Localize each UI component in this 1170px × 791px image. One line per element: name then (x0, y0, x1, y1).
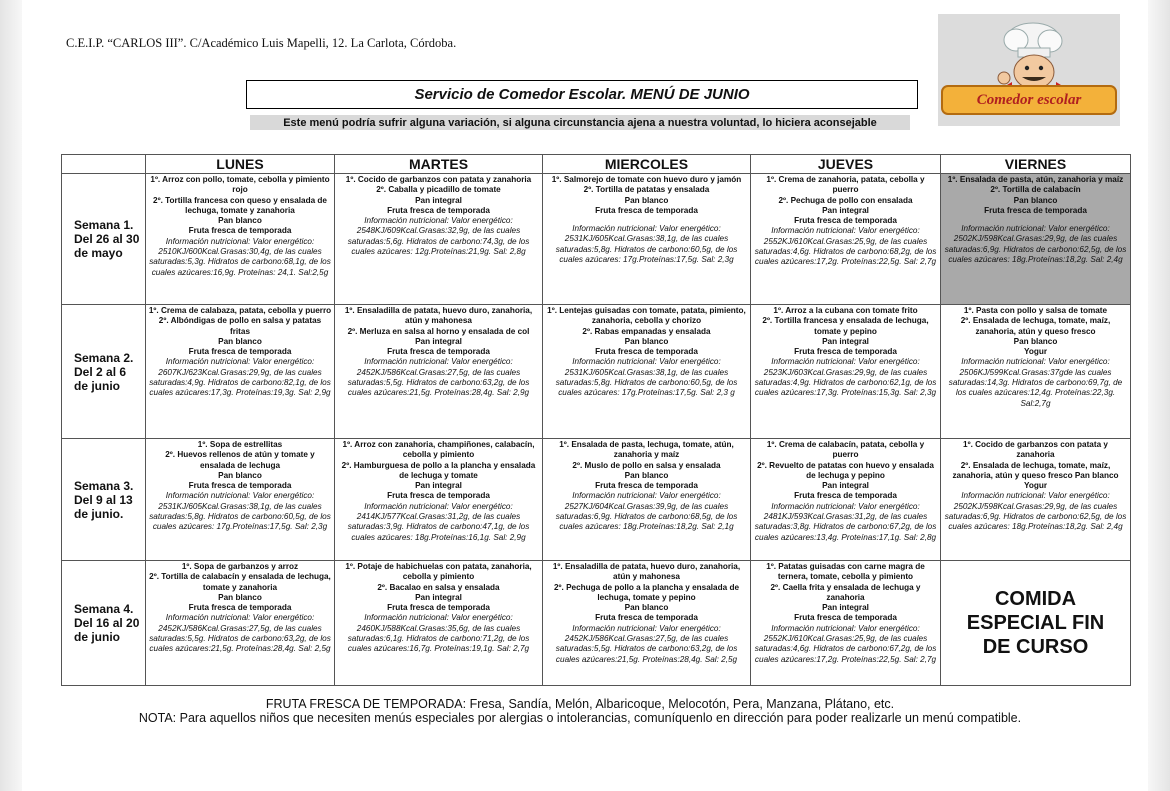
dish-line: 1º. Sopa de garbanzos y arroz (181, 562, 299, 571)
week-label-line: Del 2 al 6 (74, 364, 127, 379)
dish-line: 2º. Tortilla de calabacín (990, 185, 1081, 195)
dish-line: Fruta fresca de temporada (794, 491, 897, 501)
dish-line: 1º. Ensaladilla de patata, huevo duro, zanahoria, atún y mahonesa (552, 562, 741, 582)
menu-cell (146, 561, 335, 686)
dish-line: Pan integral (415, 195, 462, 205)
week-row (62, 305, 1131, 439)
nutrition-info: Información nutricional: Valor energético: 2452KJ/586Kcal.Grasas:27,5g, de las cuales saturadas:5,5g. Hidratos de carbono:63,2g, de los cuales azúcares:21,5g. Proteínas:28,4g. Sal: 2,9g (347, 357, 530, 398)
dish-line: Fruta fresca de temporada (794, 216, 897, 226)
menu-cell (146, 305, 335, 439)
dish-line: Fruta fresca de temporada (188, 603, 292, 613)
dish-line: Pan blanco (218, 216, 262, 226)
dish-line: 2º. Tortilla francesa y ensalada de lechuga, tomate y pepino (762, 316, 929, 336)
week-label (62, 561, 146, 686)
menu-cell (751, 561, 941, 686)
dish-line: Yogur (1023, 347, 1048, 357)
nutrition-info: Información nutricional: Valor energético: 2506KJ/599Kcal.Grasas:37gde las cuales saturadas:14,3g. Hidratos de carbono:69,7g, de los cuales azúcares:12,4g. Proteínas:22,3g. Sal:2,7g (948, 357, 1123, 408)
dish-line: 2º. Tortilla francesa con queso y ensalada de lechuga, tomate y zanahoria (153, 195, 327, 215)
dish-line: Pan integral (822, 481, 869, 491)
menu-cell (751, 439, 941, 561)
dish-line: 1º. Cocido de garbanzos con patata y zanahoria (963, 440, 1108, 460)
day-header-martes: MARTES (335, 155, 543, 174)
dish-line: 2º. Muslo de pollo en salsa y ensalada (572, 460, 721, 470)
dish-line: Fruta fresca de temporada (387, 347, 490, 357)
week-label-line: Del 9 al 13 (74, 492, 133, 507)
dish-line: 1º. Pasta con pollo y salsa de tomate (963, 306, 1108, 315)
nutrition-info: Información nutricional: Valor energético: 2531KJ/605Kcal.Grasas:38,1g, de las cuales saturadas:5,8g. Hidratos de carbono:60,5g, de los cuales azúcares: 17g.Proteínas:17,5g. Sal: 2,3g (555, 224, 738, 265)
dish-line: Fruta fresca de temporada (794, 347, 897, 357)
week-row (62, 174, 1131, 305)
nutrition-info: Información nutricional: Valor energético: 2502KJ/598Kcal.Grasas:29,9g, de las cuales saturadas:6,9g. Hidratos de carbono:62,5g, de los cuales azúcares: 18g.Proteínas:18,2g. Sal: 2,4g (944, 491, 1127, 532)
dish-line: 1º. Cocido de garbanzos con patata y zanahoria (345, 175, 532, 184)
variation-notice: Este menú podría sufrir alguna variación, si alguna circunstancia ajena a nuestra voluntad, lo hiciera aconsejable (250, 115, 910, 130)
week-label-line: Semana 4. (74, 602, 134, 616)
nutrition-info: Información nutricional: Valor energético: 2523KJ/603Kcal.Grasas:29,9g, de las cuales saturadas:4,9g. Hidratos de carbono:62,1g, de los cuales azúcares:17,3g. Proteínas:15,3g. Sal: 2,3g (754, 357, 937, 398)
menu-cell (146, 174, 335, 305)
dish-line: 2º. Ensalada de lechuga, tomate, maíz, zanahoria, atún y queso fresco Pan blanco (952, 460, 1119, 480)
week-row (62, 561, 1131, 686)
fruit-note: FRUTA FRESCA DE TEMPORADA: Fresa, Sandía, Melón, Albaricoque, Melocotón, Pera, Manzana, Plátano, etc. (265, 697, 895, 711)
dish-line: 1º. Arroz con zanahoria, champiñones, calabacín, cebolla y pimiento (342, 440, 535, 460)
dish-line: 2º. Hamburguesa de pollo a la plancha y ensalada de lechuga y tomate (341, 460, 536, 480)
week-label (62, 439, 146, 561)
dish-line: Pan blanco (1013, 195, 1058, 205)
dish-line: 1º. Ensalada de pasta, atún, zanahoria y maíz (947, 175, 1124, 184)
nutrition-info: Información nutricional: Valor energético: 2607KJ/623Kcal.Grasas:29,9g, de las cuales saturadas:4,9g. Hidratos de carbono:82,1g, de los cuales azúcares:17,3g. Proteínas:19,3g. Sal: 2,9g (149, 357, 331, 398)
dish-line: Fruta fresca de temporada (595, 481, 698, 491)
nutrition-info: Información nutricional: Valor energético: 2414KJ/577Kcal.Grasas:31,2g, de las cuales saturadas:3,9g. Hidratos de carbono:47,1g, de los cuales azúcares: 18g.Proteínas:16,1g. Sal: 2,9g (347, 501, 530, 542)
dish-line: 2º. Caella frita y ensalada de lechuga y zanahoria (770, 582, 921, 602)
spacer (943, 216, 1128, 224)
week-label-line: Del 26 al 30 (74, 232, 140, 246)
day-header-miercoles: MIERCOLES (543, 155, 751, 174)
dish-line: 1º. Sopa de estrellitas (197, 440, 283, 449)
week-label-line: de junio. (74, 506, 124, 521)
dish-line: Fruta fresca de temporada (188, 481, 292, 491)
dish-line: Fruta fresca de temporada (188, 347, 292, 357)
special-meal-line: ESPECIAL FIN (966, 612, 1105, 634)
dish-line: Fruta fresca de temporada (188, 226, 292, 236)
week-label (62, 174, 146, 305)
menu-cell (941, 174, 1131, 305)
menu-cell (335, 305, 543, 439)
dish-line: Pan blanco (218, 470, 262, 480)
nutrition-info: Información nutricional: Valor energético: 2531KJ/605Kcal.Grasas:38,1g, de las cuales saturadas:5,8g. Hidratos de carbono:60,5g, de los cuales azúcares: 17g.Proteínas:17,5g. Sal: 2,3g (149, 491, 331, 532)
menu-title: Servicio de Comedor Escolar. MENÚ DE JUNIO (246, 80, 918, 109)
dish-line: 1º. Crema de calabacín, patata, cebolla y puerro (766, 440, 925, 460)
dish-line: Fruta fresca de temporada (387, 205, 490, 215)
nutrition-info: Información nutricional: Valor energético: 2531KJ/605Kcal.Grasas:38,1g, de las cuales saturadas:5,8g. Hidratos de carbono:60,5g, de los cuales azúcares: 17g.Proteínas:17,5g. Sal: 2,3 g (555, 357, 738, 398)
logo-text: Comedor escolar (976, 92, 1082, 108)
dish-line: Pan integral (822, 205, 869, 215)
dish-line: 2º. Tortilla de calabacín y ensalada de lechuga, tomate y zanahoria (149, 572, 331, 592)
dish-line: Pan blanco (218, 336, 262, 346)
dish-line: 1º. Potaje de habichuelas con patata, zanahoria, cebolla y pimiento (345, 562, 532, 582)
day-header-viernes: VIERNES (941, 155, 1131, 174)
dish-line: 1º. Ensaladilla de patata, huevo duro, zanahoria, atún y mahonesa (344, 306, 533, 326)
comedor-logo (938, 14, 1120, 126)
dish-line: Fruta fresca de temporada (387, 491, 490, 501)
dish-line: 1º. Salmorejo de tomate con huevo duro y jamón (551, 175, 742, 184)
nutrition-info: Información nutricional: Valor energético: 2510KJ/600Kcal.Grasas:30,4g, de las cuales saturadas:5,3g. Hidratos de carbono:68,1g, de los cuales azúcares:16,9g. Proteínas: 24,1. Sal:2,5g (149, 236, 331, 277)
dish-line: 2º. Tortilla de patatas y ensalada (583, 185, 710, 195)
menu-body (62, 174, 1131, 686)
dish-line: 2º. Revuelto de patatas con huevo y ensalada de lechuga y pepino (757, 460, 934, 480)
dish-line: Fruta fresca de temporada (794, 613, 897, 623)
dish-line: 2º. Ensalada de lechuga, tomate, maíz, zanahoria, atún y queso fresco (960, 316, 1111, 336)
week-label-line: de junio (74, 630, 120, 644)
dish-line: Pan integral (415, 336, 462, 346)
nutrition-info: Información nutricional: Valor energético: 2502KJ/598Kcal.Grasas:29,9g, de las cuales saturadas:6,9g. Hidratos de carbono:62,5g, de los cuales azúcares: 18g.Proteínas:18,2g. Sal: 2,4g (944, 224, 1127, 265)
right-page-edge (1148, 0, 1170, 791)
dish-line: Pan integral (822, 603, 869, 613)
dish-line: 2º. Pechuga de pollo con ensalada (778, 195, 913, 205)
weekly-menu-table (61, 154, 1131, 686)
dish-line: 1º. Arroz a la cubana con tomate frito (773, 306, 918, 315)
corner-cell (62, 155, 146, 174)
dish-line: Pan blanco (218, 592, 262, 602)
week-label-line: Semana 3. (74, 478, 134, 493)
dish-line: Fruta fresca de temporada (595, 613, 698, 623)
chef-icon (938, 14, 1120, 126)
dish-line: 1º. Patatas guisadas con carne magra de ternera, tomate, cebolla y pimiento (766, 562, 925, 582)
week-row (62, 439, 1131, 561)
school-address: C.E.I.P. “CARLOS III”. C/Académico Luis Mapelli, 12. La Carlota, Córdoba. (66, 36, 457, 50)
nutrition-info: Información nutricional: Valor energético: 2481KJ/593Kcal.Grasas:31,2g, de las cuales saturadas:3,8g. Hidratos de carbono:67,2g, de los cuales azúcares:13,4g. Proteínas:17,1g. Sal: 2,8g (754, 501, 937, 542)
spacer (545, 216, 748, 224)
special-meal-cell (941, 561, 1131, 686)
week-label-line: de junio (74, 378, 120, 393)
dish-line: Pan blanco (624, 195, 669, 205)
dish-line: 2º. Bacalao en salsa y ensalada (377, 582, 500, 592)
menu-cell (751, 174, 941, 305)
dish-line: Yogur (1023, 481, 1048, 491)
dish-line: Pan integral (415, 481, 462, 491)
dish-line: Fruta fresca de temporada (595, 205, 698, 215)
left-page-edge (0, 0, 22, 791)
menu-cell (543, 561, 751, 686)
dish-line: Pan blanco (624, 603, 669, 613)
menu-cell (941, 439, 1131, 561)
dish-line: Fruta fresca de temporada (595, 347, 698, 357)
menu-cell (543, 174, 751, 305)
menu-cell (146, 439, 335, 561)
week-label-line: de mayo (74, 246, 123, 260)
dish-line: 2º. Huevos rellenos de atún y tomate y ensalada de lechuga (165, 450, 315, 470)
day-header-jueves: JUEVES (751, 155, 941, 174)
dish-line: 2º. Merluza en salsa al horno y ensalada de col (347, 326, 530, 336)
special-meal-line: DE CURSO (982, 636, 1089, 658)
menu-cell (335, 561, 543, 686)
nutrition-info: Información nutricional: Valor energético: 2452KJ/586Kcal.Grasas:27,5g, de las cuales saturadas:5,5g. Hidratos de carbono:63,2g, de los cuales azúcares:21,5g. Proteínas:28,4g. Sal: 2,5g (149, 613, 331, 654)
week-label-line: Del 16 al 20 (74, 616, 140, 630)
dish-line: Pan blanco (624, 470, 669, 480)
special-meal-line: COMIDA (994, 588, 1077, 610)
dish-line: Pan integral (415, 592, 462, 602)
menu-cell (751, 305, 941, 439)
dish-line: 2º. Caballa y picadillo de tomate (376, 185, 501, 195)
dish-line: 2º. Pechuga de pollo a la plancha y ensalada de lechuga, tomate y pepino (554, 582, 739, 602)
dish-line: Pan blanco (624, 336, 669, 346)
dish-line: 1º. Arroz con pollo, tomate, cebolla y pimiento rojo (150, 175, 330, 195)
dish-line: Pan blanco (1013, 336, 1058, 346)
dish-line: 2º. Rabas empanadas y ensalada (582, 326, 711, 336)
week-label-line: Semana 2. (74, 350, 134, 365)
dish-line: 2º. Albóndigas de pollo en salsa y patatas fritas (158, 316, 322, 336)
menu-cell (335, 174, 543, 305)
dish-line: 1º. Crema de zanahoria, patata, cebolla y puerro (766, 175, 925, 195)
allergy-note: NOTA: Para aquellos niños que necesiten menús especiales por alergias o intolerancias, comuníquenlo en dirección para poder realizarle un menú compatible. (138, 711, 1022, 725)
dish-line: Fruta fresca de temporada (984, 205, 1087, 215)
nutrition-info: Información nutricional: Valor energético: 2552KJ/610Kcal.Grasas:25,9g, de las cuales saturadas:4,6g. Hidratos de carbono:68,2g, de los cuales azúcares:17,2g. Proteínas:22,5g. Sal: 2,7g (754, 226, 937, 267)
menu-cell (941, 305, 1131, 439)
nutrition-info: Información nutricional: Valor energético: 2552KJ/610Kcal.Grasas:25,9g, de las cuales saturadas:4,6g. Hidratos de carbono:67,2g, de los cuales azúcares:17,2g. Proteínas:22,5g. Sal: 2,7g (754, 623, 937, 664)
week-label-line: Semana 1. (74, 218, 134, 232)
nutrition-info: Información nutricional: Valor energético: 2548KJ/609Kcal.Grasas:32,9g, de las cuales saturadas:5,6g. Hidratos de carbono:74,3g, de los cuales azúcares: 12g.Proteínas:21,9g. Sal: 2,8g (347, 216, 530, 257)
nutrition-info: Información nutricional: Valor energético: 2452KJ/586Kcal.Grasas:27,5g, de las cuales saturadas:5,5g. Hidratos de carbono:63,2g, de los cuales azúcares:21,5g. Proteínas:28,4g. Sal: 2,5g (555, 623, 738, 664)
nutrition-info: Información nutricional: Valor energético: 2527KJ/604Kcal.Grasas:39,9g, de las cuales saturadas:6,9g. Hidratos de carbono:68,5g, de los cuales azúcares: 18g.Proteínas:18,2g. Sal: 2,1g (555, 491, 738, 532)
day-header-row (62, 155, 1131, 174)
menu-cell (543, 305, 751, 439)
menu-cell (335, 439, 543, 561)
dish-line: 1º. Ensalada de pasta, lechuga, tomate, atún, zanahoria y maíz (559, 440, 734, 460)
dish-line: Fruta fresca de temporada (387, 603, 490, 613)
week-label (62, 305, 146, 439)
menu-cell (543, 439, 751, 561)
day-header-lunes: LUNES (146, 155, 335, 174)
nutrition-info: Información nutricional: Valor energético: 2460KJ/588Kcal.Grasas:35,6g, de las cuales saturadas:6,1g. Hidratos de carbono:71,2g, de los cuales azúcares:16,7g. Proteínas:19,1g. Sal: 2,7g (347, 613, 530, 654)
dish-line: 1º. Lentejas guisadas con tomate, patata, pimiento, zanahoria, cebolla y chorizo (547, 306, 746, 326)
dish-line: Pan integral (822, 336, 869, 346)
dish-line: 1º. Crema de calabaza, patata, cebolla y puerro (148, 306, 332, 315)
